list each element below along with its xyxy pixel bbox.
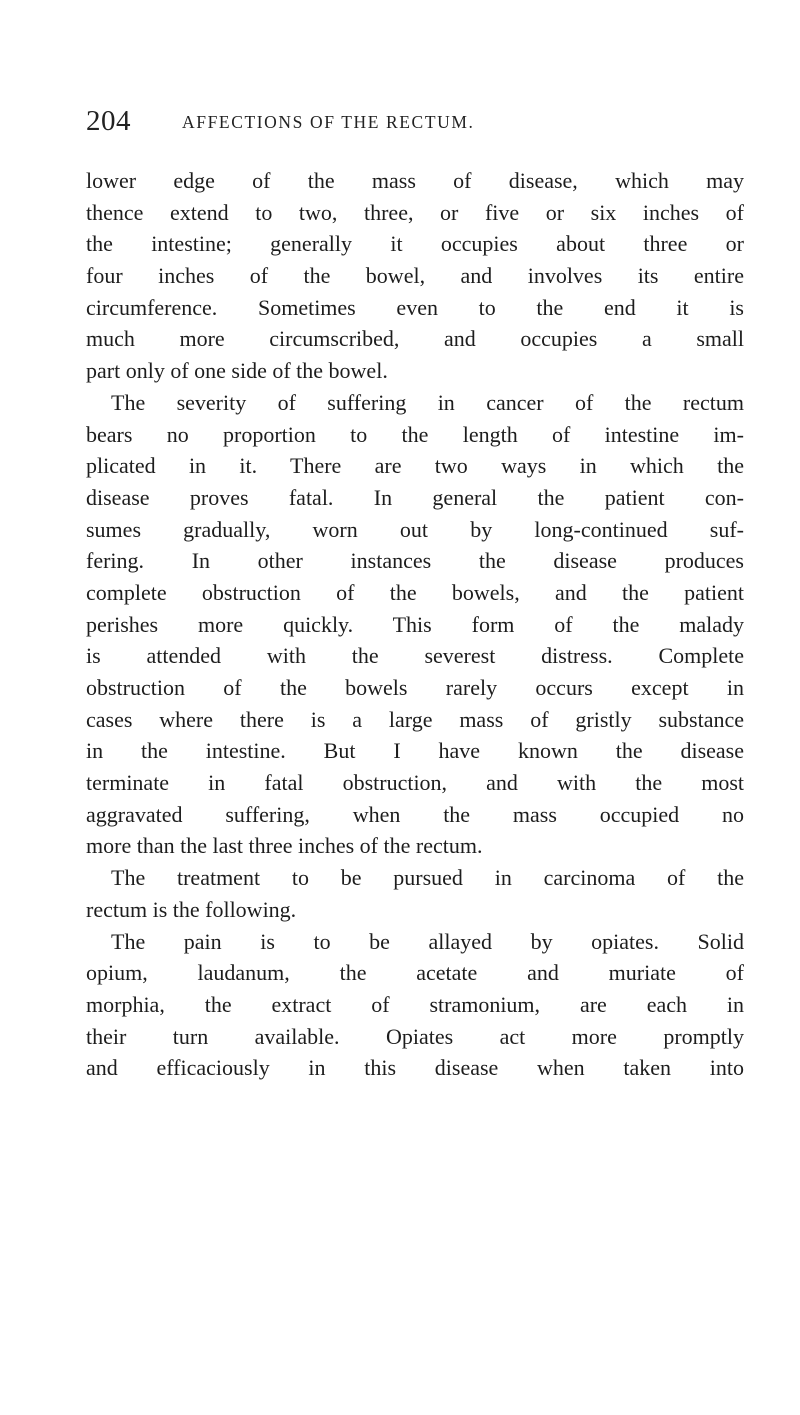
text-line: in the intestine. But I have known the disease <box>86 738 744 764</box>
text-line: sumes gradually, worn out by long-continued suf- <box>86 516 744 542</box>
text-line: obstruction of the bowels rarely occurs except in <box>86 675 744 700</box>
text-line: more than the last three inches of the rectum. <box>86 833 483 859</box>
page-number: 204 <box>86 105 131 137</box>
text-line: opium, laudanum, the acetate and muriate of <box>86 960 744 986</box>
text-line: The pain is to be allayed by opiates. Solid <box>111 928 744 954</box>
text-line: is attended with the severest distress. Complete <box>86 643 744 669</box>
text-line: disease proves fatal. In general the patient con- <box>86 484 744 510</box>
text-line: the intestine; generally it occupies about three or <box>86 231 744 257</box>
text-line: terminate in fatal obstruction, and with the most <box>86 770 744 796</box>
text-line: and efficaciously in this disease when taken into <box>86 1055 744 1081</box>
running-head <box>86 101 746 141</box>
text-line: circumference. Sometimes even to the end it is <box>86 294 744 320</box>
text-line: The severity of suffering in cancer of the rectum <box>111 389 744 415</box>
text-line: perishes more quickly. This form of the malady <box>86 611 744 637</box>
text-line: complete obstruction of the bowels, and the patient <box>86 579 744 605</box>
text-line: fering. In other instances the disease produces <box>86 548 744 574</box>
text-line: four inches of the bowel, and involves its entire <box>86 263 744 289</box>
text-line: their turn available. Opiates act more promptly <box>86 1023 744 1049</box>
text-line: cases where there is a large mass of gristly substance <box>86 706 744 732</box>
text-line: aggravated suffering, when the mass occupied no <box>86 801 744 827</box>
body-text <box>86 165 744 1084</box>
text-line: rectum is the following. <box>86 896 297 922</box>
text-line: plicated in it. There are two ways in which the <box>86 453 744 479</box>
text-line: bears no proportion to the length of intestine im- <box>86 421 744 447</box>
text-line: much more circumscribed, and occupies a small <box>86 326 744 352</box>
text-line: lower edge of the mass of disease, which may <box>86 168 744 193</box>
running-head-title: AFFECTIONS OF THE RECTUM. <box>182 112 475 132</box>
text-line: The treatment to be pursued in carcinoma of the <box>111 865 744 891</box>
text-line: part only of one side of the bowel. <box>86 358 388 384</box>
text-line: morphia, the extract of stramonium, are each in <box>86 991 744 1017</box>
text-line: thence extend to two, three, or five or six inches of <box>86 199 744 225</box>
